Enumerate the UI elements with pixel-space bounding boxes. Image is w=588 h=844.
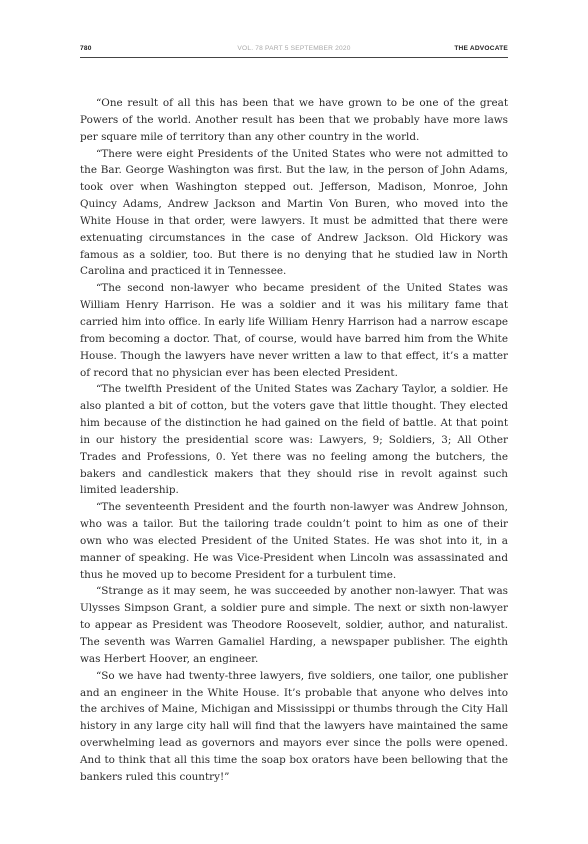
journal-title: THE ADVOCATE — [454, 45, 508, 52]
paragraph: “One result of all this has been that we have grown to be one of the great Powers of the world. Another result has been that we probably have more laws per square mile of territory than any other country in the world. — [80, 97, 508, 143]
paragraph: “Strange as it may seem, he was succeeded by another non-lawyer. That was Ulysses Simpson Grant, a soldier pure and simple. The next or sixth non-lawyer to appear as President was Theodore Roosevelt, soldier, author, and naturalist. The seventh was Warren Gamaliel Harding, a newspaper publisher. The eighth was Herbert Hoover, an engineer. — [80, 585, 508, 665]
paragraph: “There were eight Presidents of the United States who were not admitted to the Bar. George Washington was first. But the law, in the person of John Adams, took over when Washington stepped out. Jefferson, Madison, Monroe, John Quincy Adams, Andrew Jackson and Martin Von Buren, who moved into the White House in that order, were lawyers. It must be admitted that there were extenuating circumstances in the case of Andrew Jackson. Old Hickory was famous as a soldier, too. But there is no denying that he studied law in North Carolina and practiced it in Tennessee. — [80, 147, 508, 278]
paragraph: “The second non-lawyer who became president of the United States was William Henry Harrison. He was a soldier and it was his military fame that carried him into office. In early life William Henry Harrison had a narrow escape from becoming a doctor. That, of course, would have barred him from the White House. Though the lawyers have never written a law to that effect, it’s a matter of record that no physician ever has been elected President. — [80, 282, 508, 379]
volume-info: VOL. 78 PART 5 SEPTEMBER 2020 — [237, 45, 351, 52]
paragraph: “The twelfth President of the United States was Zachary Taylor, a soldier. He also planted a bit of cotton, but the voters gave that little thought. They elected him because of the distinction he had gained on the field of battle. At that point in our history the presidential score was: Lawyers, 9; Soldiers, 3; All Other Trades and Professions, 0. Yet there was no feeling among the butchers, the bakers and candlestick makers that they should rise in revolt against such limited leadership. — [80, 383, 508, 497]
paragraph: “So we have had twenty-three lawyers, five soldiers, one tailor, one publisher and an engineer in the White House. It’s probable that anyone who delves into the archives of Maine, Michigan and Mississippi or thumbs through the City Hall history in any large city hall will find that the lawyers have maintained the same overwhelming lead as governors and mayors ever since the polls were opened. And to think that all this time the soap box orators have been bellowing that the bankers ruled this country!” — [80, 669, 508, 783]
header-divider — [80, 57, 508, 58]
article-body — [80, 95, 508, 786]
page-number: 780 — [80, 45, 92, 52]
paragraph: “The seventeenth President and the fourth non-lawyer was Andrew Johnson, who was a tailor. But the tailoring trade couldn’t point to him as one of their own who was elected President of the United States. He was shot into it, in a manner of speaking. He was Vice-President when Lincoln was assassinated and thus he moved up to become President for a turbulent time. — [80, 501, 508, 581]
